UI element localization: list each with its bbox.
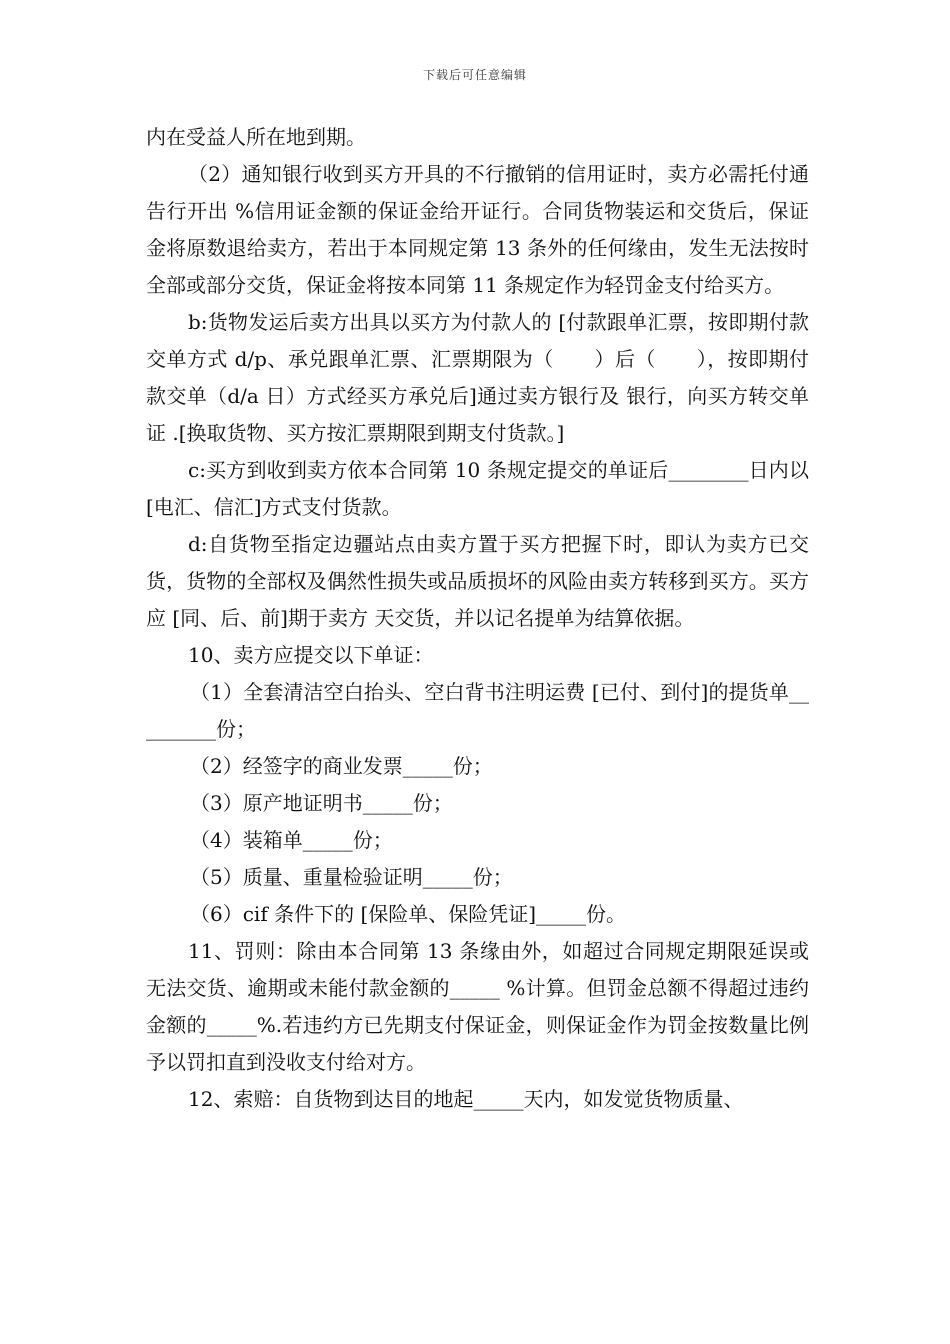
paragraph-payment-b: b:货物发运后卖方出具以买方为付款人的 [付款跟单汇票，按即期付款交单方式 d/p、承兑跟单汇票、汇票期限为（ ）后（ ），按即期付款交单（d/a 日）方式经买方承兑后]通过卖方银行及 银行，向买方转交单证 .[换取货物、买方按汇票期限到期支付货款。] (146, 310, 809, 445)
paragraph-claims: 12、索赔：自货物到达目的地起_____天内，如发觉货物质量、 (188, 1087, 744, 1111)
paragraph-deposit: （2）通知银行收到买方开具的不行撤销的信用证时，卖方必需托付通告行开出 %信用证金额的保证金给开证行。合同货物装运和交货后，保证金将原数退给卖方，若出于本同规定第 13 条外的任何缘由，发生无法按时全部或部分交货，保证金将按本同第 11 条规定作为轻罚金支付给买方。 (146, 162, 809, 297)
paragraph-doc-3: （3）原产地证明书_____份； (190, 791, 453, 815)
paragraph-doc-4: （4）装箱单_____份； (190, 828, 393, 852)
paragraph-doc-6: （6）cif 条件下的 [保险单、保险凭证]_____份。 (190, 902, 627, 926)
paragraph-doc-5: （5）质量、重量检验证明_____份； (190, 865, 513, 889)
page-header: 下载后可任意编辑 (422, 68, 527, 82)
paragraph-expiry: 内在受益人所在地到期。 (146, 125, 366, 149)
paragraph-doc-1: （1）全套清洁空白抬头、空白背书注明运费 [已付、到付]的提货单_________份； (146, 680, 809, 741)
document-body (146, 119, 809, 1118)
paragraph-payment-c: c:买方到收到卖方依本合同第 10 条规定提交的单证后________日内以[电汇、信汇]方式支付货款。 (146, 458, 809, 519)
paragraph-penalty: 11、罚则：除由本合同第 13 条缘由外，如超过合同规定期限延误或无法交货、逾期或未能付款金额的_____ %计算。但罚金总额不得超过违约金额的_____%.若违约方已先期支付保证金，则保证金作为罚金按数量比例予以罚扣直到没收支付给对方。 (146, 939, 809, 1074)
paragraph-doc-2: （2）经签字的商业发票_____份； (190, 754, 493, 778)
paragraph-delivery-d: d:自货物至指定边疆站点由卖方置于买方把握下时，即认为卖方已交货，货物的全部权及偶然性损失或品质损坏的风险由卖方转移到买方。买方应 [同、后、前]期于卖方 天交货，并以记名提单为结算依据。 (146, 532, 809, 630)
paragraph-documents-heading: 10、卖方应提交以下单证： (188, 643, 434, 667)
